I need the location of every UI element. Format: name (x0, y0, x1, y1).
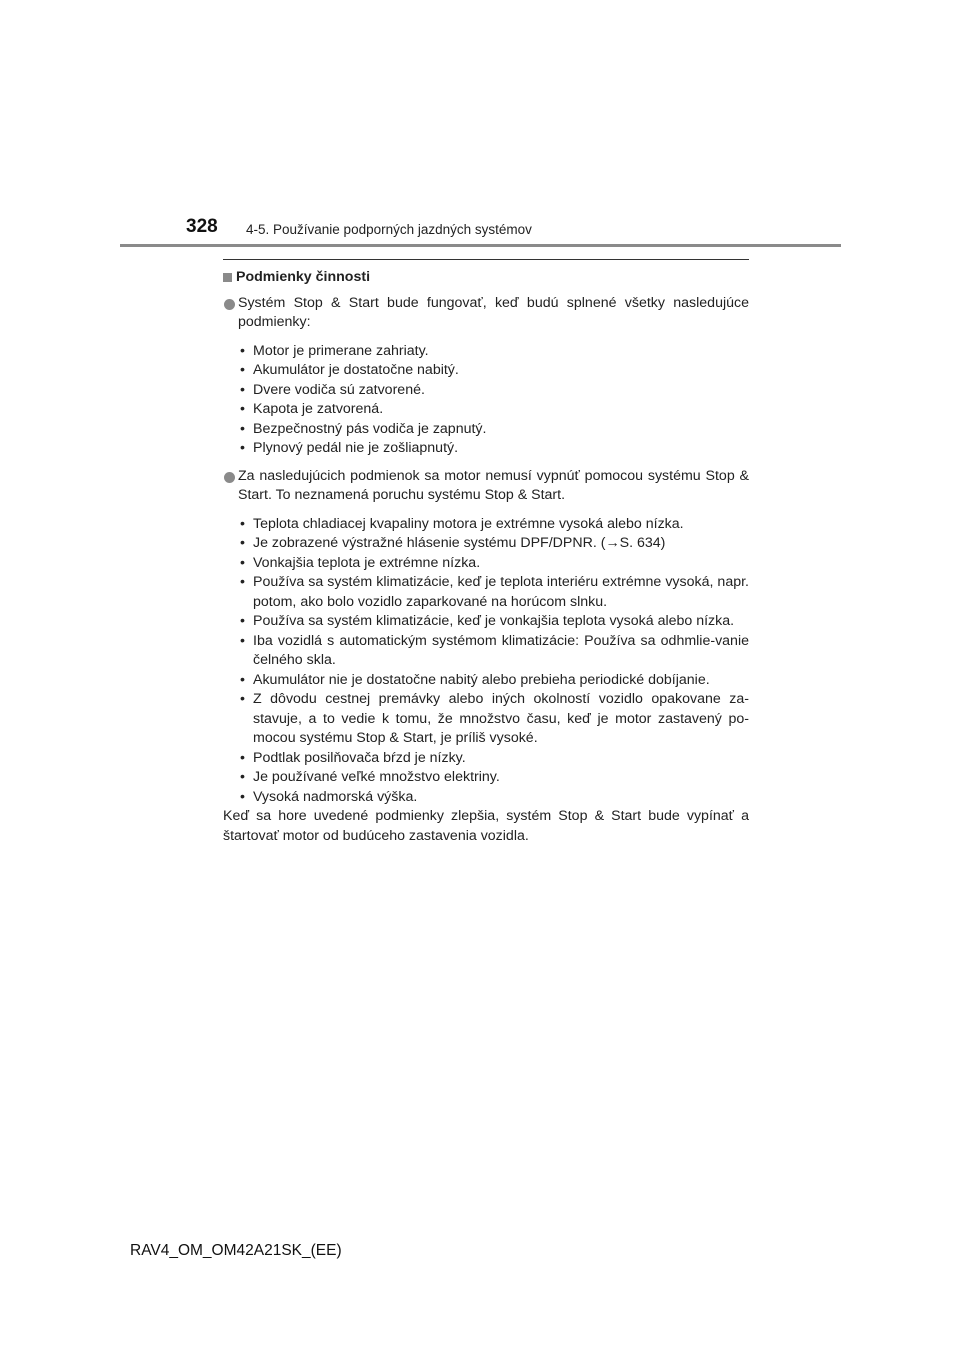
condition-list-2 (223, 515, 749, 808)
list-item: • Z dôvodu cestnej premávky alebo iných okolností vozidlo opakovane za-stavuje, a to vedie k tomu, že množstvo času, keď je motor zastavený po-mocou systému Stop & Start, je príliš vysoké. (240, 691, 749, 746)
bullet-icon: • (240, 632, 245, 649)
list-item: • Je používané veľké množstvo elektriny. (223, 768, 749, 788)
section-heading-text: Podmienky činnosti (236, 269, 371, 285)
circle-icon (224, 472, 235, 483)
page-number: 328 (186, 216, 218, 237)
list-item: • Motor je primerane zahriaty. (223, 342, 749, 362)
bullet-icon: • (240, 769, 245, 785)
bullet-icon: • (240, 613, 245, 629)
condition-block-1 (223, 294, 749, 333)
bullet-icon: • (240, 574, 245, 590)
list-item: • Používa sa systém klimatizácie, keď je vonkajšia teplota vysoká alebo nízka. (223, 612, 749, 632)
list-item: • Teplota chladiacej kvapaliny motora je extrémne vysoká alebo nízka. (223, 515, 749, 535)
document-code: RAV4_OM_OM42A21SK_(EE) (130, 1242, 342, 1259)
list-item: • Je zobrazené výstražné hlásenie systému DPF/DPNR. (→S. 634) (223, 534, 749, 554)
closing-paragraph: Keď sa hore uvedené podmienky zlepšia, systém Stop & Start bude vypínať a štartovať motor od budúceho zastavenia vozidla. (223, 808, 749, 844)
page-header (0, 0, 960, 250)
bullet-icon: • (240, 535, 245, 551)
bullet-icon: • (240, 420, 245, 437)
bullet-icon: • (240, 342, 245, 359)
list-item: • Akumulátor je dostatočne nabitý. (223, 361, 749, 381)
section-heading (223, 268, 749, 288)
bullet-icon: • (240, 401, 245, 417)
list-item: • Kapota je zatvorená. (223, 400, 749, 420)
list-item: • Vonkajšia teplota je extrémne nízka. (223, 554, 749, 574)
condition-list-1 (223, 342, 749, 459)
list-item: • Dvere vodiča sú zatvorené. (223, 381, 749, 401)
header-divider (120, 244, 841, 247)
main-content (223, 268, 749, 846)
condition-text: Za nasledujúcich podmienok sa motor nemusí vypnúť pomocou systému Stop & Start. To neznamená poruchu systému Stop & Start. (238, 467, 749, 503)
list-item: • Podtlak posilňovača bŕzd je nízky. (223, 749, 749, 769)
bullet-icon: • (240, 671, 245, 688)
bullet-icon: • (240, 440, 245, 456)
bullet-icon: • (240, 788, 245, 805)
bullet-icon: • (240, 691, 245, 707)
circle-icon (224, 299, 235, 310)
list-item: • Používa sa systém klimatizácie, keď je teplota interiéru extrémne vysoká, napr. potom, ako bolo vozidlo zaparkované na horúcom slnku. (240, 574, 749, 610)
condition-text: Systém Stop & Start bude fungovať, keď budú splnené všetky nasledujúce podmienky: (238, 294, 749, 330)
section-divider (223, 259, 749, 260)
bullet-icon: • (240, 749, 245, 766)
bullet-icon: • (240, 362, 245, 378)
list-item: • Akumulátor nie je dostatočne nabitý alebo prebieha periodické dobíjanie. (223, 671, 749, 691)
list-item: • Plynový pedál nie je zošliapnutý. (223, 439, 749, 459)
chapter-title: 4-5. Používanie podporných jazdných systémov (246, 222, 532, 237)
condition-block-2 (223, 467, 749, 506)
bullet-icon: • (240, 381, 245, 398)
list-item: • Iba vozidlá s automatickým systémom klimatizácie: Používa sa odhmlie-vanie čelného skla. (240, 632, 749, 668)
square-icon (223, 273, 232, 282)
bullet-icon: • (240, 515, 245, 532)
list-item: • Vysoká nadmorská výška. (223, 788, 749, 808)
bullet-icon: • (240, 554, 245, 571)
list-item: • Bezpečnostný pás vodiča je zapnutý. (223, 420, 749, 440)
